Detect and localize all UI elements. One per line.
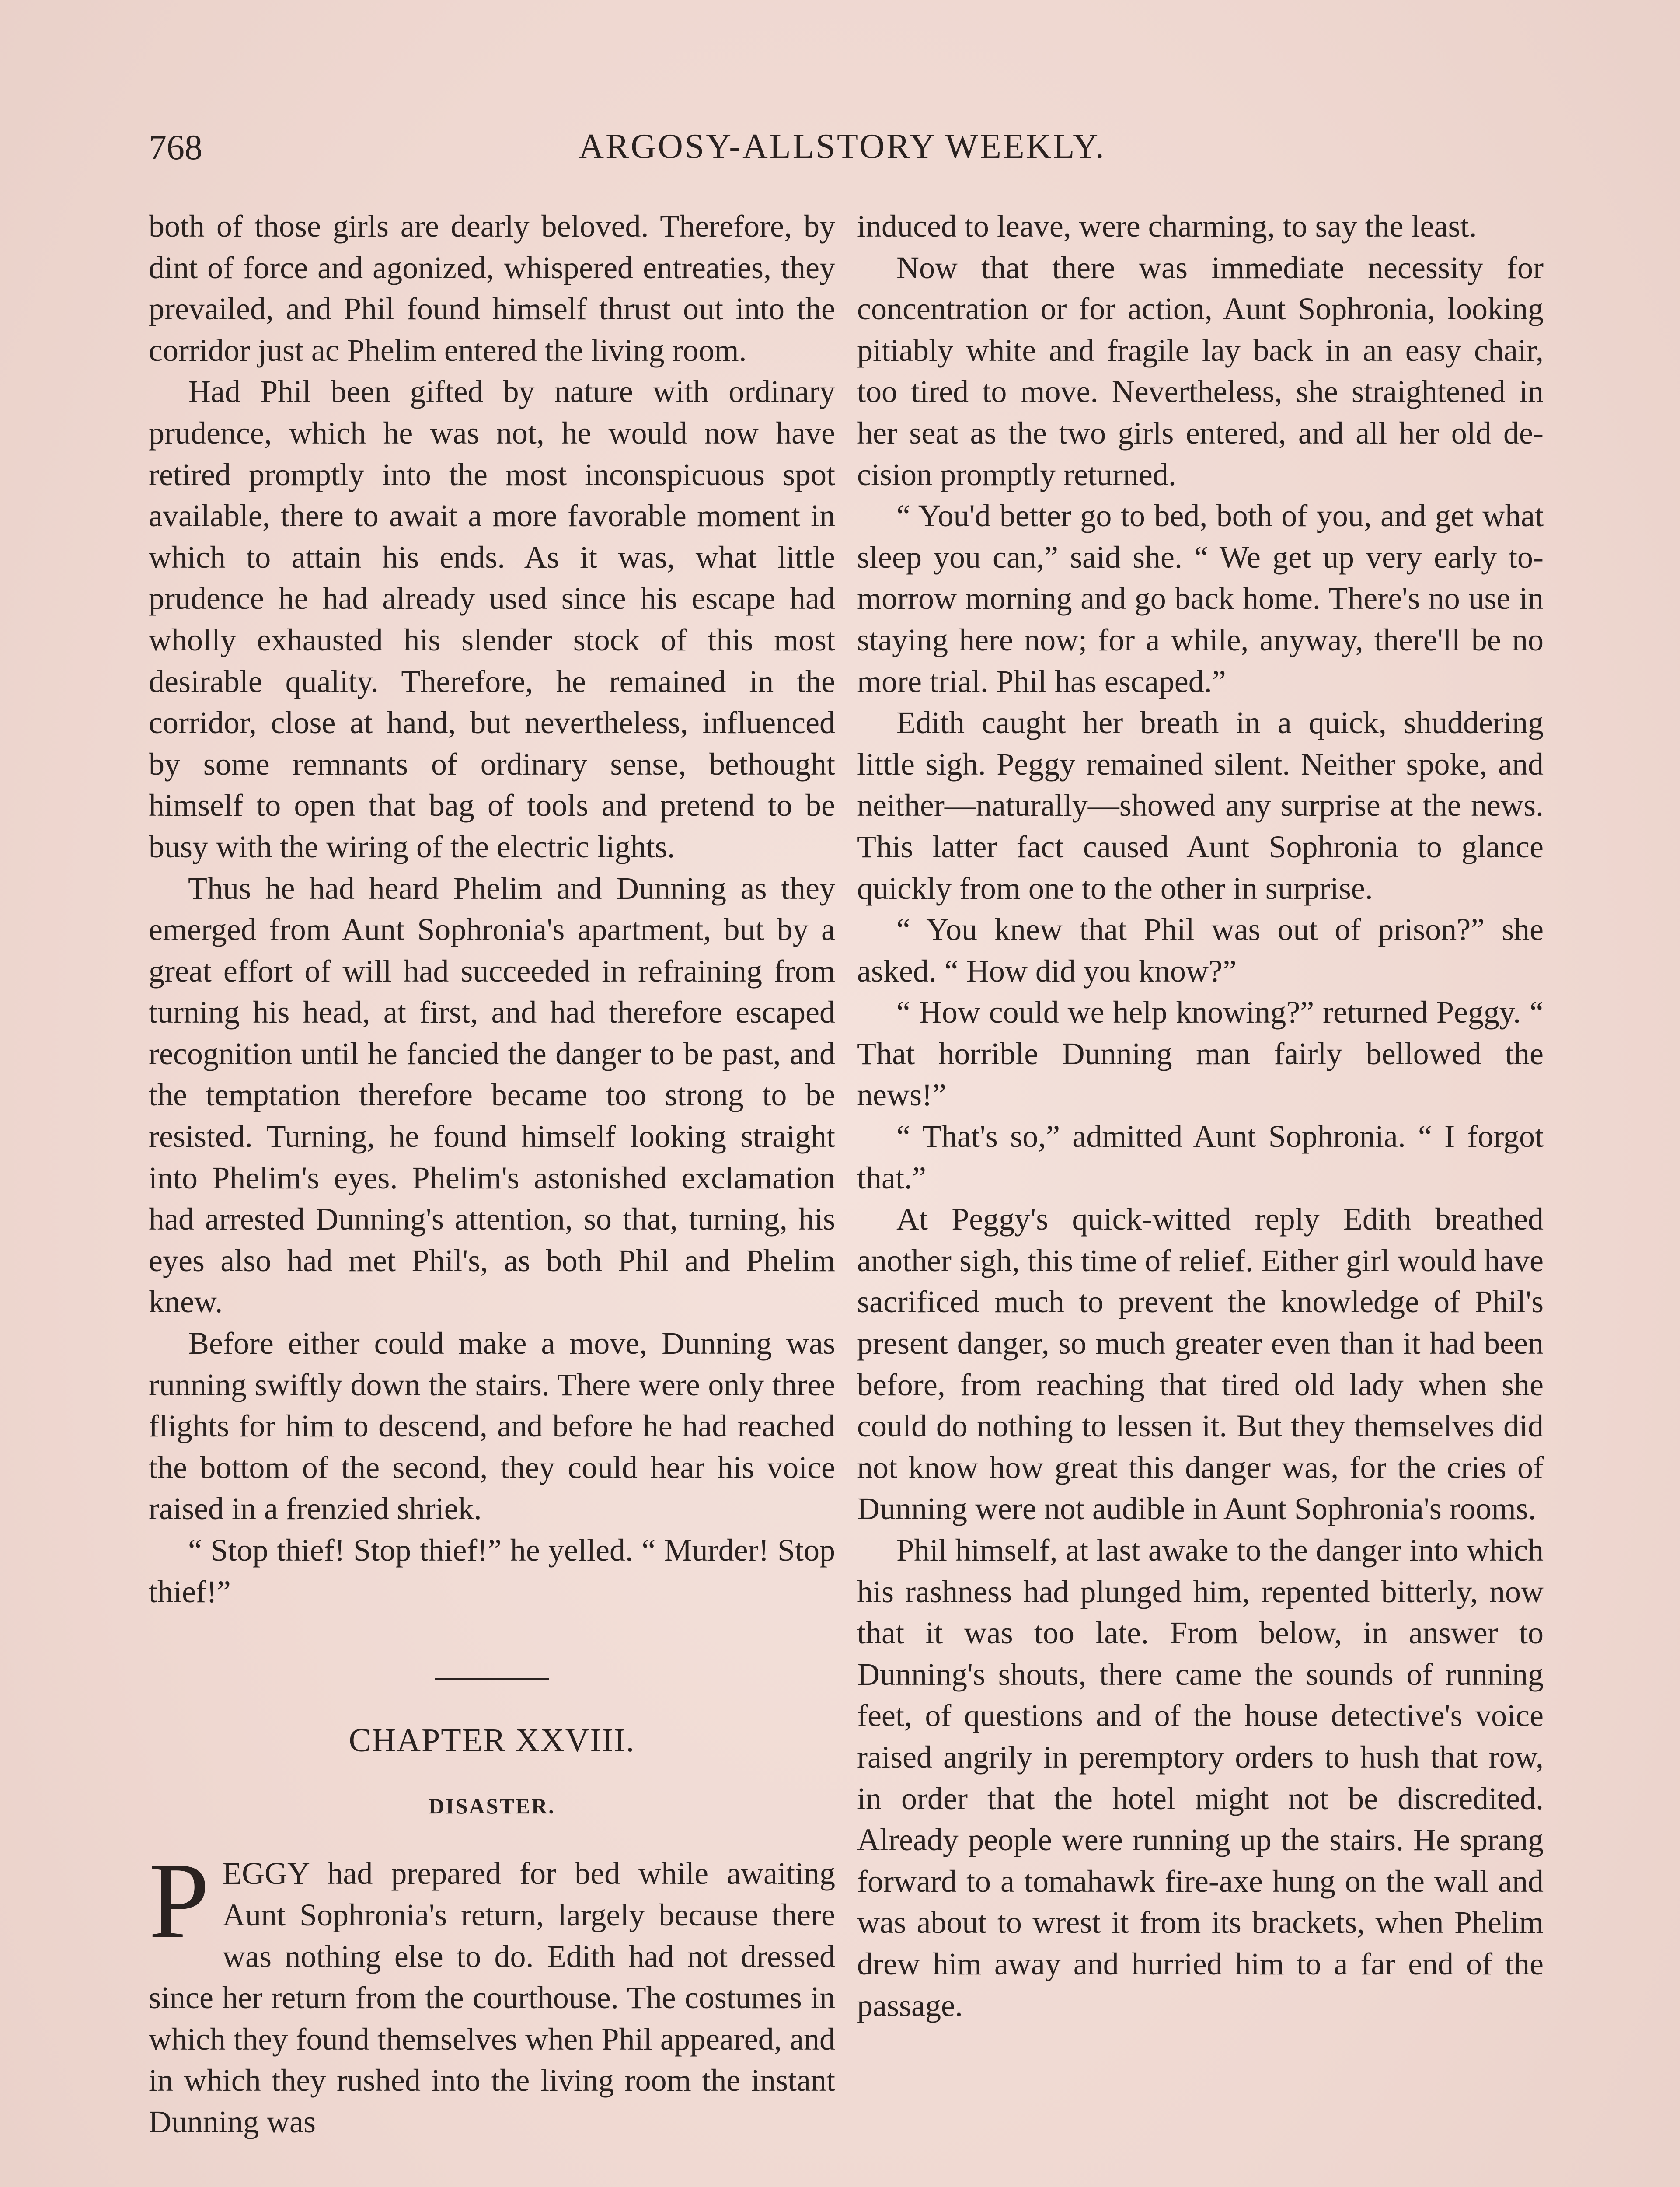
drop-cap: P: [149, 1840, 210, 1962]
left-column: [149, 206, 835, 2143]
paragraph: “ Stop thief! Stop thief!” he yelled. “ Murder! Stop thief!”: [149, 1533, 835, 1609]
paragraph: Before either could make a move, Dunning was running swiftly down the stairs. There were only three flights for him to descend, and before he had reached the bottom of the second, they could hear his voice raised in a frenzied shriek.: [149, 1326, 835, 1527]
paragraph: Phil himself, at last awake to the danger into which his rashness had plunged him, repented bitterly, now that it was too late. From below, in answer to Dunning's shouts, there came the sounds of running feet, of questions and of the house detective's voice raised angrily in peremptory orders to hush that row, in order that the hotel might not be discredited. Already people were running up the stairs. He sprang forward to a tomahawk fire-axe hung on the wall and was about to wrest it from its brackets, when Phelim drew him away and hurried him to a far end of the passage.: [857, 1533, 1544, 2023]
paragraph: Now that there was immediate necessity for concentration or for action, Aunt Sophronia, looking pitiably white and fragile lay back in an easy chair, too tired to move. Nevertheless, she straightened in her seat as the two girls entered, and all her old decision promptly returned.: [857, 250, 1544, 492]
right-column: [857, 206, 1544, 2026]
paragraph: Edith caught her breath in a quick, shuddering little sigh. Peggy remained silent. Neither spoke, and neither—naturally—showed any surprise at the news. This latter fact caused Aunt Sophronia to glance quickly from one to the other in surprise.: [857, 705, 1544, 906]
paragraph: “ That's so,” admitted Aunt Sophronia. “ I forgot that.”: [857, 1119, 1544, 1195]
chapter-divider: [435, 1678, 549, 1680]
paragraph: “ You knew that Phil was out of prison?” she asked. “ How did you know?”: [857, 912, 1544, 989]
paragraph: induced to leave, were charming, to say the least.: [857, 209, 1477, 244]
page-header: [149, 127, 1536, 179]
paragraph: both of those girls are dearly beloved. Therefore, by dint of force and agonized, whispered entreaties, they prevailed, and Phil found himself thrust out into the corridor just ac Phelim entered the living room.: [149, 209, 835, 368]
chapter-opening: [149, 1840, 835, 2142]
paragraph: Had Phil been gifted by nature with ordinary prudence, which he was not, he would now have retired promptly into the most inconspicuous spot available, there to await a more favorable moment in which to attain his ends. As it was, what little prudence he had already used since his escape had wholly exhausted his slender stock of this most desirable quality. Therefore, he remained in the corridor, close at hand, but nevertheless, influenced by some remnants of ordinary sense, bethought himself to open that bag of tools and pretend to be busy with the wiring of the electric lights.: [149, 374, 835, 864]
page-number: 768: [149, 127, 202, 167]
paragraph: “ How could we help knowing?” returned Peggy. “ That horrible Dunning man fairly bellowed the news!”: [857, 995, 1544, 1113]
paragraph: “ You'd better go to bed, both of you, and get what sleep you can,” said she. “ We get up very early to-morrow morning and go back home. There's no use in staying here now; for a while, anyway, there'll be no more trial. Phil has escaped.”: [857, 498, 1544, 699]
chapter-subtitle: DISASTER.: [429, 1793, 555, 1818]
running-title: ARGOSY-ALLSTORY WEEKLY.: [579, 127, 1106, 166]
paragraph: At Peggy's quick-witted reply Edith breathed another sigh, this time of relief. Either girl would have sacrificed much to prevent the knowledge of Phil's present danger, so much greater even than it had been before, from reaching that tired old lady when she could do nothing to lessen it. But they themselves did not know how great this danger was, for the cries of Dunning were not audible in Aunt Sophronia's rooms.: [857, 1202, 1544, 1527]
paragraph: Thus he had heard Phelim and Dunning as they emerged from Aunt Sophronia's apartment, but by a great effort of will had succeeded in refraining from turning his head, at first, and had therefore escaped recognition until he fancied the danger to be past, and the temptation therefore became too strong to be resisted. Turning, he found himself looking straight into Phelim's eyes. Phelim's astonished exclamation had arrested Dunning's attention, so that, turning, his eyes also had met Phil's, as both Phil and Phelim knew.: [149, 870, 835, 1320]
chapter-title: CHAPTER XXVIII.: [349, 1722, 635, 1759]
chapter-opening-text: EGGY had prepared for bed while awaiting Aunt Sophronia's return, largely because there was nothing else to do. Edith had not dressed since her return from the courthouse. The costumes in which they found themselves when Phil appeared, and in which they rushed into the living room the instant Dunning was: [149, 1856, 835, 2139]
